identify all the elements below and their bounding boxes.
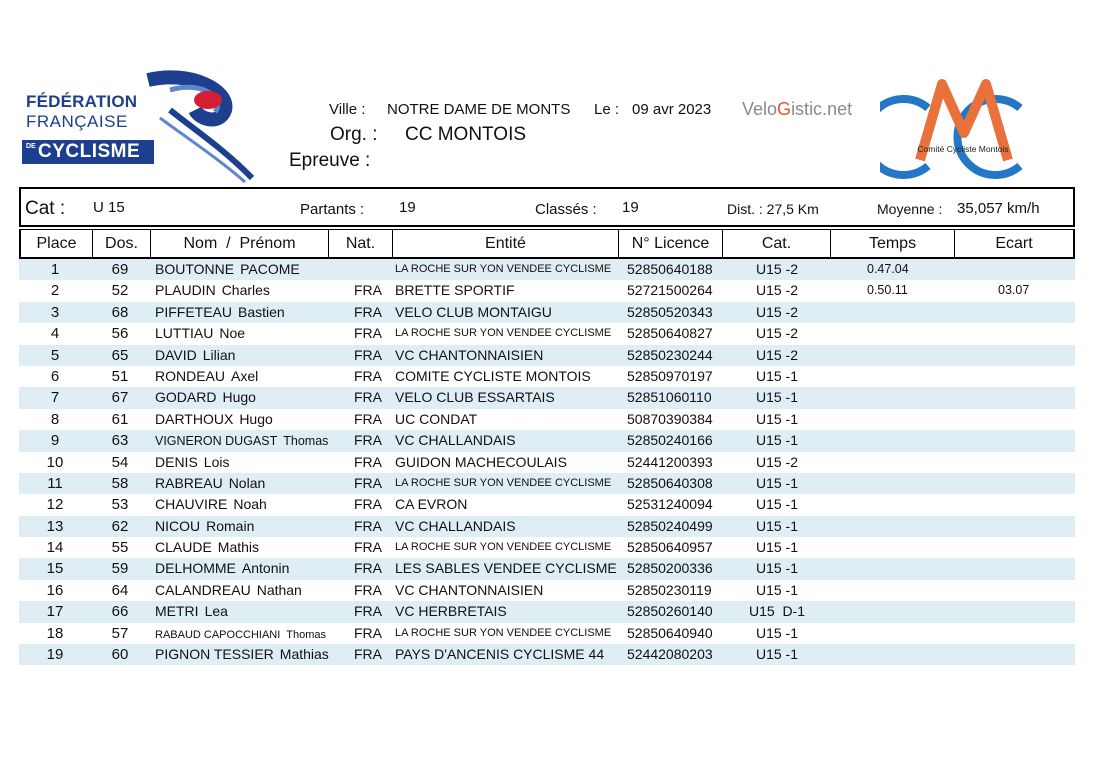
cell-place: 14 [46, 539, 64, 557]
cell-licence: 52850640827 [627, 325, 713, 342]
cell-entite: LA ROCHE SUR YON VENDEE CYCLISME [395, 263, 612, 275]
cell-place: 11 [47, 474, 63, 492]
cell-prenom: Charles [221, 282, 270, 299]
cell-dos: 60 [111, 646, 129, 664]
cell-nat: FRA [354, 560, 382, 577]
cell-dos: 65 [111, 346, 129, 364]
cell-nom: RABAUD CAPOCCHIANI [155, 628, 281, 641]
cell-nat: FRA [354, 646, 382, 663]
cell-temps: 0.50.11 [867, 283, 908, 298]
partants-value: 19 [399, 199, 416, 216]
cell-licence: 52850970197 [627, 367, 713, 384]
cmc-logo [880, 78, 1046, 182]
cell-dos: 55 [111, 539, 129, 557]
cell-licence: 52441200393 [627, 453, 713, 470]
cell-name [155, 644, 329, 665]
cell-dos: 64 [111, 581, 129, 599]
cell-place: 6 [50, 367, 60, 385]
results-table-body [19, 259, 1075, 665]
cell-name [155, 623, 326, 644]
col-nom [151, 230, 329, 258]
cell-nat: FRA [354, 539, 382, 556]
cell-cat: U15 -1 [755, 539, 799, 556]
cell-dos: 61 [111, 410, 129, 428]
ffc-line2: FRANÇAISE [26, 112, 128, 131]
cell-prenom: Hugo [239, 410, 273, 427]
col-place: Place [21, 230, 93, 258]
cell-entite: GUIDON MACHECOULAIS [395, 453, 567, 470]
cell-nat [345, 259, 391, 280]
cell-nom: RABREAU [155, 474, 223, 491]
cell-licence: 52850640188 [627, 261, 713, 277]
cell-name [155, 452, 229, 473]
cell-place: 18 [46, 624, 64, 642]
cell-cat: U15 -1 [755, 410, 799, 427]
ville-label: Ville : [329, 101, 366, 118]
cell-dos: 52 [111, 282, 129, 300]
cell-dos: 59 [111, 560, 129, 578]
cell-dos: 62 [111, 517, 129, 535]
cell-prenom: Nathan [256, 581, 302, 598]
cell-name [155, 537, 259, 558]
cell-place: 4 [50, 325, 60, 343]
cell-nat: FRA [354, 432, 382, 449]
cell-licence: 52850240166 [627, 432, 713, 449]
classes-value: 19 [622, 199, 639, 216]
table-row [19, 580, 1075, 601]
cell-licence: 52850230244 [627, 346, 713, 363]
cell-prenom: Lilian [202, 346, 236, 363]
table-row [19, 280, 1075, 301]
col-entite: Entité [393, 230, 619, 258]
cell-cat: U15 -2 [755, 282, 799, 299]
cell-name [155, 259, 300, 280]
cell-nat: FRA [354, 303, 382, 320]
cell-licence: 52850640940 [627, 624, 713, 641]
cell-place: 9 [50, 432, 60, 450]
cell-nom: RONDEAU [155, 367, 226, 384]
cell-name [155, 387, 256, 408]
cell-dos: 51 [111, 367, 129, 385]
cell-prenom: Antonin [241, 560, 290, 577]
cell-prenom: Mathias [279, 646, 329, 663]
cell-entite: VELO CLUB ESSARTAIS [395, 389, 555, 406]
cell-entite: LA ROCHE SUR YON VENDEE CYCLISME [395, 541, 612, 554]
cell-nom: DENIS [155, 453, 198, 470]
cell-ecart: 03.07 [998, 283, 1030, 298]
cell-entite: VC CHANTONNAISIEN [395, 346, 544, 363]
moyenne-value: 35,057 km/h [957, 200, 1040, 217]
cell-cat: U15 -1 [755, 517, 799, 534]
cell-nom: BOUTONNE [155, 261, 235, 277]
cell-dos: 66 [111, 603, 129, 621]
cell-nat: FRA [354, 325, 382, 342]
cell-prenom: Thomas [283, 434, 329, 449]
cell-nat: FRA [354, 389, 382, 406]
table-row [19, 473, 1075, 494]
table-row [19, 387, 1075, 408]
table-row [19, 452, 1075, 473]
cell-prenom: Lois [203, 453, 230, 470]
cell-dos: 58 [111, 474, 129, 492]
cell-cat: U15 -1 [755, 560, 799, 577]
cell-licence: 50870390384 [627, 410, 713, 427]
cell-prenom: Hugo [222, 389, 256, 406]
brand-part3: istic.net [791, 99, 853, 119]
ffc-line3: CYCLISME [38, 141, 141, 162]
cell-nat: FRA [354, 581, 382, 598]
cell-cat: U15 -1 [755, 624, 799, 641]
cell-entite: PAYS D'ANCENIS CYCLISME 44 [395, 646, 605, 663]
cmc-logo-text: Comité Cycliste Montois [917, 144, 1009, 154]
cell-place: 10 [46, 453, 64, 471]
table-row [19, 644, 1075, 665]
cell-entite: VC CHALLANDAIS [395, 517, 516, 534]
cell-nat: FRA [354, 367, 382, 384]
date-value: 09 avr 2023 [632, 101, 712, 118]
cell-nat: FRA [354, 282, 382, 299]
cell-prenom: Noe [219, 325, 246, 342]
cell-name [155, 302, 285, 323]
le-label: Le : [594, 101, 620, 118]
epreuve-label: Epreuve : [289, 150, 371, 171]
cell-nom: DARTHOUX [155, 410, 234, 427]
cell-licence: 52850240499 [627, 517, 713, 534]
cell-place: 17 [46, 603, 64, 621]
cell-cat: U15 -1 [755, 389, 799, 406]
cell-nat: FRA [354, 410, 382, 427]
cell-dos: 67 [111, 389, 129, 407]
col-ecart: Ecart [995, 235, 1033, 252]
partants-label: Partants : [300, 201, 365, 218]
cell-licence: 52850200336 [627, 560, 713, 577]
cell-nom: METRI [155, 603, 199, 620]
cat-label: Cat : [25, 198, 66, 219]
cell-name [155, 516, 254, 537]
col-temps: Temps [831, 230, 955, 258]
cell-dos: 63 [111, 432, 129, 450]
table-row [19, 537, 1075, 558]
distance: Dist. : 27,5 Km [727, 201, 819, 217]
cell-nom: CALANDREAU [155, 581, 251, 598]
cell-name [155, 323, 245, 344]
cell-entite: BRETTE SPORTIF [395, 282, 515, 299]
cell-name [155, 345, 235, 366]
cell-place: 12 [46, 496, 64, 514]
cell-licence: 52850640957 [627, 539, 713, 556]
table-row [19, 409, 1075, 430]
cell-nat: FRA [354, 453, 382, 470]
ville-value: NOTRE DAME DE MONTS [387, 101, 571, 118]
table-row [19, 259, 1075, 280]
cell-entite: CA EVRON [395, 496, 468, 513]
cell-licence: 52850520343 [627, 303, 713, 320]
cell-nom: PIFFETEAU [155, 303, 233, 320]
cell-cat: U15 -1 [755, 367, 799, 384]
cell-name [155, 580, 302, 601]
cell-prenom: Romain [206, 517, 255, 534]
moyenne-label: Moyenne : [877, 201, 943, 217]
cell-nat: FRA [354, 474, 382, 491]
cell-entite: COMITE CYCLISTE MONTOIS [395, 367, 591, 384]
col-cat: Cat. [723, 230, 831, 258]
cell-entite: UC CONDAT [395, 410, 478, 427]
cell-cat: U15 -1 [755, 432, 799, 449]
cell-place: 7 [50, 389, 60, 407]
cell-cat: U15 -2 [755, 303, 799, 320]
table-row [19, 430, 1075, 451]
cell-name [155, 280, 270, 301]
cell-entite: LA ROCHE SUR YON VENDEE CYCLISME [395, 476, 612, 489]
cell-prenom: Noah [233, 496, 267, 513]
cell-place: 15 [46, 560, 64, 578]
cell-nom: CLAUDE [155, 539, 212, 556]
col-dos: Dos. [93, 230, 151, 258]
cell-nom: LUTTIAU [155, 325, 214, 342]
cell-cat: U15 -1 [755, 646, 799, 663]
cell-nat: FRA [354, 603, 382, 620]
org-label: Org. : [330, 124, 378, 145]
cell-licence: 52442080203 [627, 646, 713, 663]
cell-dos: 53 [111, 496, 129, 514]
cat-value: U 15 [93, 199, 125, 216]
cell-cat: U15 -1 [755, 474, 799, 491]
cell-place: 8 [50, 410, 60, 428]
cell-cat: U15 -2 [755, 261, 799, 277]
cell-name [155, 473, 265, 494]
cell-entite: VC HERBRETAIS [395, 603, 507, 620]
cell-place: 2 [50, 282, 60, 300]
table-row [19, 601, 1075, 622]
cell-name [155, 494, 267, 515]
cell-place: 13 [46, 517, 64, 535]
cell-place: 19 [46, 646, 64, 664]
cell-nat: FRA [354, 624, 382, 641]
cell-place: 16 [46, 581, 64, 599]
cell-entite: VELO CLUB MONTAIGU [395, 303, 552, 320]
cell-prenom: Bastien [238, 303, 285, 320]
brand-part2: G [777, 99, 792, 119]
cell-name [155, 601, 228, 622]
table-row [19, 558, 1075, 579]
cell-nat: FRA [354, 496, 382, 513]
cell-prenom: Thomas [286, 628, 327, 641]
cell-cat [727, 601, 827, 622]
cell-nom: DELHOMME [155, 560, 236, 577]
cell-nat: FRA [354, 517, 382, 534]
ffc-de: DE [26, 143, 36, 150]
org-value: CC MONTOIS [405, 124, 527, 145]
table-row [19, 516, 1075, 537]
cell-cat: U15 -2 [755, 325, 799, 342]
cell-prenom: Mathis [217, 539, 260, 556]
cell-prenom: Nolan [228, 474, 266, 491]
cell-entite: LA ROCHE SUR YON VENDEE CYCLISME [395, 327, 612, 340]
cell-licence: 52531240094 [627, 496, 713, 513]
col-nom-label: Nom / Prénom [183, 235, 296, 252]
race-info-bar [19, 187, 1075, 227]
cell-prenom: PACOME [240, 261, 300, 277]
cell-licence: 52721500264 [627, 282, 713, 299]
cell-entite: VC CHANTONNAISIEN [395, 581, 544, 598]
cell-nom: PIGNON TESSIER [155, 646, 274, 663]
cell-dos: 57 [111, 624, 129, 642]
table-row [19, 302, 1075, 323]
classes-label: Classés : [535, 201, 597, 218]
cell-prenom: Lea [204, 603, 228, 620]
cell-nom: CHAUVIRE [155, 496, 228, 513]
col-nat: Nat. [329, 230, 393, 258]
cell-nom: GODARD [155, 389, 217, 406]
cell-nom: PLAUDIN [155, 282, 216, 299]
cell-name [155, 366, 258, 387]
cell-place: 5 [50, 346, 60, 364]
cell-dos: 69 [111, 261, 129, 278]
cell-licence: 52851060110 [627, 389, 712, 406]
ffc-logo-text [26, 92, 137, 132]
table-row [19, 623, 1075, 644]
cell-licence: 52850260140 [627, 603, 713, 620]
cell-cat: U15 -2 [755, 453, 799, 470]
cell-cat-text: U15 D-1 [748, 603, 806, 620]
cell-prenom: Axel [231, 367, 259, 384]
cell-temps: 0.47.04 [867, 262, 909, 276]
cell-dos: 54 [111, 453, 129, 471]
cell-dos: 68 [111, 303, 129, 321]
table-row [19, 323, 1075, 344]
cell-name [155, 558, 289, 579]
cell-entite: VC CHALLANDAIS [395, 432, 516, 449]
velogistic-brand [742, 99, 852, 120]
results-table-header [19, 229, 1075, 259]
cell-cat: U15 -1 [755, 581, 799, 598]
cell-name [155, 409, 273, 430]
table-row [19, 345, 1075, 366]
cell-place: 1 [50, 261, 60, 278]
cell-licence: 52850640308 [627, 474, 713, 491]
cell-entite: LES SABLES VENDEE CYCLISME [395, 560, 617, 577]
table-row [19, 494, 1075, 515]
col-licence: N° Licence [619, 230, 723, 258]
cell-nom: NICOU [155, 517, 201, 534]
cell-cat: U15 -2 [755, 346, 799, 363]
cell-cat: U15 -1 [755, 496, 799, 513]
cell-place: 3 [50, 303, 60, 321]
table-row [19, 366, 1075, 387]
cell-nom: DAVID [155, 346, 197, 363]
ffc-line1: FÉDÉRATION [26, 92, 138, 111]
cell-licence: 52850230119 [627, 581, 712, 598]
cell-nom: VIGNERON DUGAST [155, 434, 278, 449]
cell-name [155, 430, 328, 451]
cell-dos: 56 [111, 325, 129, 343]
cell-entite: LA ROCHE SUR YON VENDEE CYCLISME [395, 626, 612, 639]
brand-part1: Velo [742, 99, 778, 119]
cell-nat: FRA [354, 346, 382, 363]
